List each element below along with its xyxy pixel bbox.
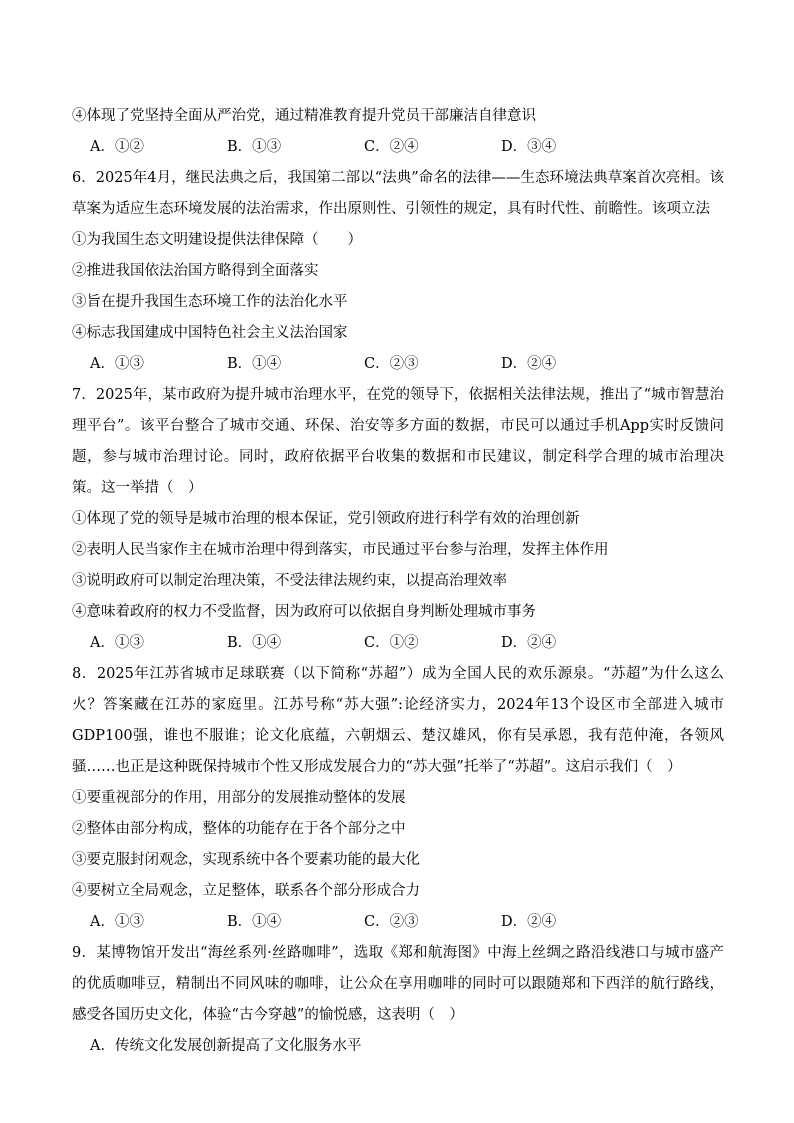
statement-item: ④意味着政府的权力不受监督，因为政府可以依据自身判断处理城市事务	[72, 604, 536, 620]
statement-item: ④标志我国建成中国特色社会主义法治国家	[72, 325, 348, 341]
options-row	[72, 132, 724, 163]
option: A．①③	[90, 914, 144, 930]
option: D．②④	[501, 356, 557, 372]
statement-item: ③要克服封闭观念，实现系统中各个要素功能的最大化	[72, 852, 420, 868]
question-stem-8: 8．2025年江苏省城市足球联赛（以下简称“苏超”）成为全国人民的欢乐源泉。“苏超”为什么这么火？答案藏在江苏的家庭里。江苏号称“苏大强”:论经济实力，2024年13个设区市全部进入城市GDP100强，谁也不服谁；论文化底蕴，六朝烟云、楚汉雄风，你有吴承恩，我有范仲淹，各领风骚……也正是这种既保持城市个性又形成发展合力的“苏大强”托举了“苏超”。这启示我们（ ）	[72, 666, 724, 775]
options-row	[72, 628, 724, 659]
option: C．②③	[364, 914, 419, 930]
option: B．①④	[227, 635, 282, 651]
statement-item: ①体现了党的领导是城市治理的根本保证，党引领政府进行科学有效的治理创新	[72, 511, 580, 527]
statement-item: ④体现了党坚持全面从严治党，通过精准教育提升党员干部廉洁自律意识	[72, 108, 536, 124]
option: D．③④	[501, 139, 557, 155]
option: C．①②	[364, 635, 419, 651]
question-stem-7: 7．2025年，某市政府为提升城市治理水平，在党的领导下，依据相关法律法规，推出了“城市智慧治理平台”。该平台整合了城市交通、环保、治安等多方面的数据，市民可以通过手机App实时反馈问题，参与城市治理讨论。同时，政府依据平台收集的数据和市民建议，制定科学合理的城市治理决策。这一举措（ ）	[72, 387, 724, 496]
option: A．传统文化发展创新提高了文化服务水平	[90, 1038, 362, 1054]
option: B．①④	[227, 914, 282, 930]
statement-item: ①为我国生态文明建设提供法律保障（ ）	[72, 232, 362, 248]
statement-item: ③说明政府可以制定治理决策，不受法律法规约束，以提高治理效率	[72, 573, 507, 589]
statement-item: ③旨在提升我国生态环境工作的法治化水平	[72, 294, 348, 310]
option: C．②④	[364, 139, 419, 155]
option: A．①③	[90, 356, 144, 372]
option: D．②④	[501, 914, 557, 930]
statement-item: ②推进我国依法治国方略得到全面落实	[72, 263, 319, 279]
option: B．①④	[227, 356, 282, 372]
option: B．①③	[227, 139, 282, 155]
question-stem-6: 6．2025年4月，继民法典之后，我国第二部以“法典”命名的法律——生态环境法典草案首次亮相。该草案为适应生态环境发展的法治需求，作出原则性、引领性的规定，具有时代性、前瞻性。该项立法	[72, 170, 724, 217]
page-content	[72, 101, 724, 1062]
statement-item: ①要重视部分的作用，用部分的发展推动整体的发展	[72, 790, 406, 806]
statement-item: ④要树立全局观念，立足整体，联系各个部分形成合力	[72, 883, 420, 899]
statement-item: ②整体由部分构成，整体的功能存在于各个部分之中	[72, 821, 406, 837]
question-stem-9: 9．某博物馆开发出“海丝系列·丝路咖啡”，选取《郑和航海图》中海上丝绸之路沿线港口与城市盛产的优质咖啡豆，精制出不同风味的咖啡，让公众在享用咖啡的同时可以跟随郑和下西洋的航行路线，感受各国历史文化，体验“古今穿越”的愉悦感，这表明（ ）	[72, 945, 724, 1023]
option: A．①③	[90, 635, 144, 651]
option: A．①②	[90, 139, 144, 155]
options-row	[72, 349, 724, 380]
statement-item: ②表明人民当家作主在城市治理中得到落实，市民通过平台参与治理，发挥主体作用	[72, 542, 609, 558]
options-row	[72, 907, 724, 938]
option: D．②④	[501, 635, 557, 651]
option: C．②③	[364, 356, 419, 372]
